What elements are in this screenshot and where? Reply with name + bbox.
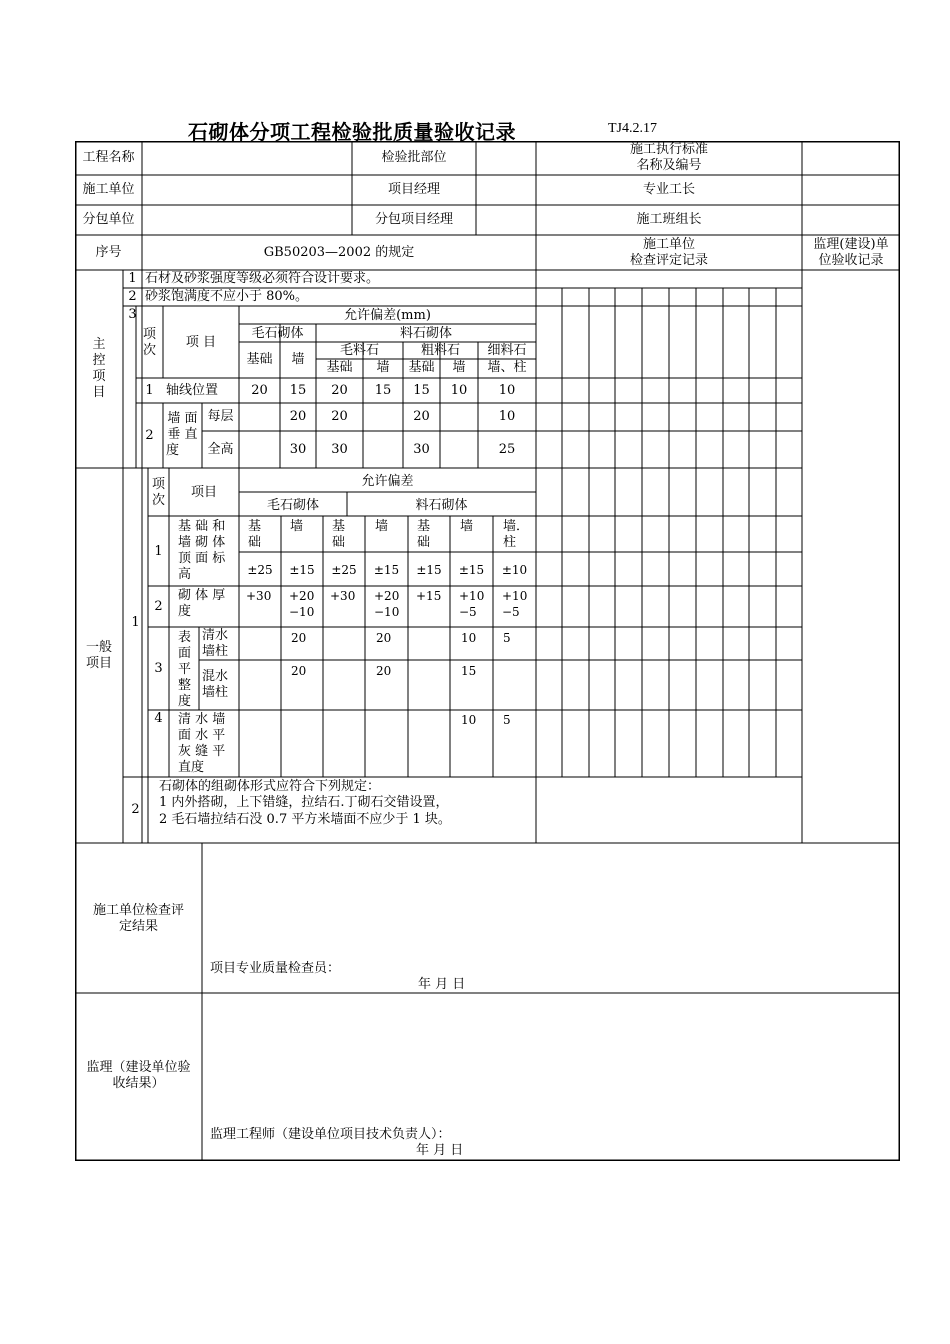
engineer-signature: 监理工程师（建设单位项目技术负责人）：: [210, 1127, 451, 1142]
joint-row-number: 4: [154, 711, 163, 726]
main-label-3: 项: [92, 369, 106, 384]
general-label-1: 一般: [85, 640, 112, 655]
thickness-row-name-2: 度: [178, 604, 192, 619]
supervisor-label-line2: 位验收记录: [818, 253, 884, 268]
flatness-row-number: 3: [154, 661, 163, 676]
full-height-value: 25: [498, 442, 516, 457]
main-item2-number: 2: [128, 289, 137, 304]
main-col-seq-2: 次: [142, 343, 156, 358]
thickness-value-b: −5: [502, 605, 520, 619]
clear-wall-label-2: 墙柱: [202, 644, 229, 659]
mixed-wall-value: 20: [376, 664, 392, 678]
flatness-row-name-2: 面: [178, 646, 192, 661]
contractor-label: 施工单位: [82, 182, 135, 197]
axis-value: 10: [498, 383, 516, 398]
thickness-value: +20: [289, 589, 315, 603]
mixed-wall-label-1: 混水: [202, 669, 229, 684]
elevation-row-name-4: 高: [178, 567, 192, 582]
main-rubble-heading: 毛石砌体: [251, 326, 304, 341]
main-fine-heading: 细料石: [487, 343, 527, 358]
project-manager-label: 项目经理: [387, 182, 440, 197]
elevation-head-2: 墙: [290, 519, 304, 534]
main-item2-text: 砂浆饱满度不应小于 80%。: [145, 289, 309, 304]
main-item1-text: 石材及砂浆强度等级必须符合设计要求。: [145, 271, 380, 286]
main-ashlar-heading: 料石砌体: [399, 326, 452, 341]
main-label-2: 控: [92, 353, 106, 368]
sub-manager-label: 分包项目经理: [374, 212, 453, 227]
elevation-value: ±25: [331, 563, 357, 577]
elevation-value: ±15: [416, 563, 442, 577]
thickness-value: +30: [246, 589, 272, 603]
main-rubble-foundation: 基础: [246, 352, 273, 367]
elevation-value: ±10: [501, 563, 528, 577]
spec-label: GB50203—2002 的规定: [263, 245, 415, 260]
axis-row-name: 轴线位置: [166, 383, 219, 398]
main-coarse-wall: 墙: [452, 360, 466, 375]
elevation-value: ±15: [289, 563, 315, 577]
main-rubble-wall: 墙: [291, 352, 305, 367]
elevation-head-6: 墙: [460, 519, 474, 534]
main-col-item: 项 目: [185, 335, 217, 350]
thickness-value-b: −10: [374, 605, 400, 619]
general-allow-heading: 允许偏差: [361, 474, 414, 489]
general-item2-line1: 石砌体的组砌体形式应符合下列规定：: [159, 779, 381, 794]
foreman-label: 专业工长: [642, 182, 695, 197]
clear-wall-value: 20: [376, 631, 392, 645]
elevation-value: ±15: [458, 563, 485, 577]
axis-value: 20: [251, 383, 268, 398]
standard-label-line1: 施工执行标准: [629, 142, 708, 157]
mixed-wall-value: 15: [461, 664, 477, 678]
elevation-value: ±25: [247, 563, 273, 577]
per-floor-value: 10: [498, 409, 516, 424]
mixed-wall-value: 20: [291, 664, 307, 678]
flatness-row-name-3: 平: [178, 662, 192, 677]
supervisor-result-label-2: 收结果）: [112, 1076, 165, 1091]
elevation-head-5: 基: [417, 519, 431, 534]
per-floor-value: 20: [331, 409, 348, 424]
elevation-value: ±15: [373, 563, 400, 577]
elevation-row-name-2: 墙 砌 体: [178, 535, 226, 550]
joint-value: 10: [461, 713, 477, 727]
clear-wall-value: 10: [461, 631, 477, 645]
joint-row-name-1: 清 水 墙: [178, 712, 226, 727]
main-coarse-foundation: 基础: [408, 360, 435, 375]
elevation-head-5b: 础: [417, 535, 431, 550]
joint-row-name-2: 面 水 平: [178, 728, 226, 743]
general-col-item: 项目: [190, 485, 217, 500]
thickness-value: +15: [416, 589, 442, 603]
main-coarse-heading: 粗料石: [420, 343, 460, 358]
vertical-row-name-3: 度: [166, 443, 180, 458]
joint-row-name-3: 灰 缝 平: [178, 744, 226, 759]
elevation-head-1b: 础: [248, 535, 262, 550]
full-height-label: 全高: [207, 442, 234, 457]
main-item1-number: 1: [128, 271, 137, 286]
supervisor-label-line1: 监理(建设)单: [813, 237, 889, 252]
elevation-row-name-3: 顶 面 标: [178, 551, 226, 566]
team-leader-label: 施工班组长: [636, 212, 702, 227]
flatness-row-name-1: 表: [178, 630, 192, 645]
clear-wall-value: 20: [291, 631, 307, 645]
axis-value: 15: [413, 383, 430, 398]
flatness-row-name-5: 度: [178, 694, 192, 709]
elevation-head-3b: 础: [332, 535, 346, 550]
general-item1-number: 1: [131, 615, 140, 630]
thickness-value: +30: [330, 589, 356, 603]
contractor-eval-line1: 施工单位: [642, 237, 695, 252]
clear-wall-label-1: 清水: [202, 628, 229, 643]
main-rough-wall: 墙: [376, 360, 390, 375]
elevation-head-1: 基: [248, 519, 262, 534]
joint-value: 5: [503, 713, 511, 727]
joint-row-name-4: 直度: [178, 760, 205, 775]
supervisor-result-label-1: 监理（建设单位验: [86, 1060, 191, 1075]
page-title: 石砌体分项工程检验批质量验收记录: [188, 120, 516, 144]
main-allow-heading: 允许偏差(mm): [344, 308, 431, 323]
vertical-row-name-1: 墙 面: [167, 411, 198, 426]
elevation-row-name-1: 基 础 和: [178, 519, 226, 534]
main-item3-number: 3: [128, 307, 137, 322]
full-height-value: 30: [289, 442, 307, 457]
elevation-head-4: 墙: [375, 519, 389, 534]
elevation-head-3: 基: [332, 519, 346, 534]
axis-value: 15: [374, 383, 392, 398]
general-ashlar-heading: 料石砌体: [415, 498, 468, 513]
thickness-row-name-1: 砌 体 厚: [178, 588, 226, 603]
general-label-2: 项目: [85, 656, 112, 671]
main-rough-foundation: 基础: [326, 360, 353, 375]
inspector-signature: 项目专业质量检查员：: [210, 961, 341, 976]
standard-label-line2: 名称及编号: [636, 158, 702, 173]
thickness-value: +20: [374, 589, 400, 603]
inspection-part-label: 检验批部位: [381, 150, 447, 165]
mixed-wall-label-2: 墙柱: [202, 685, 229, 700]
eval-date: 年 月 日: [418, 977, 466, 992]
thickness-value: +10: [459, 589, 485, 603]
per-floor-value: 20: [413, 409, 430, 424]
supervisor-date: 年 月 日: [416, 1143, 464, 1158]
axis-value: 20: [331, 383, 348, 398]
eval-label-2: 定结果: [118, 919, 158, 934]
general-item2-line2: 1 内外搭砌，上下错缝，拉结石.丁砌石交错设置，: [159, 795, 449, 810]
eval-label-1: 施工单位检查评: [92, 903, 184, 918]
project-name-label: 工程名称: [82, 150, 135, 165]
seq-label: 序号: [95, 245, 122, 260]
contractor-eval-line2: 检查评定记录: [629, 253, 708, 268]
thickness-value: +10: [502, 589, 528, 603]
full-height-value: 30: [413, 442, 430, 457]
general-item2-number: 2: [131, 802, 140, 817]
general-item2-line3: 2 毛石墙拉结石没 0.7 平方米墙面不应少于 1 块。: [159, 812, 451, 827]
per-floor-label: 每层: [207, 409, 234, 424]
axis-value: 15: [289, 383, 307, 398]
subcontractor-label: 分包单位: [82, 212, 135, 227]
main-rough-heading: 毛料石: [339, 343, 379, 358]
per-floor-value: 20: [289, 409, 307, 424]
elevation-head-7: 墙．: [503, 519, 530, 534]
elevation-row-number: 1: [154, 544, 163, 559]
flatness-row-name-4: 整: [178, 678, 192, 693]
main-label-4: 目: [92, 385, 106, 400]
vertical-row-number: 2: [145, 428, 154, 443]
elevation-head-7b: 柱: [503, 535, 517, 550]
thickness-value-b: −5: [459, 605, 477, 619]
inspection-form-table: [75, 141, 900, 1161]
full-height-value: 30: [331, 442, 348, 457]
general-col-seq-1: 项: [151, 477, 165, 492]
form-code: TJ4.2.17: [608, 121, 657, 136]
main-label-1: 主: [92, 337, 106, 352]
axis-value: 10: [450, 383, 468, 398]
general-col-seq-2: 次: [151, 493, 165, 508]
main-fine-wall-col: 墙、柱: [487, 360, 527, 375]
clear-wall-value: 5: [503, 631, 511, 645]
thickness-value-b: −10: [289, 605, 315, 619]
vertical-row-name-2: 垂 直: [167, 427, 198, 442]
general-rubble-heading: 毛石砌体: [266, 498, 319, 513]
axis-row-number: 1: [145, 383, 154, 398]
thickness-row-number: 2: [154, 599, 163, 614]
main-col-seq-1: 项: [142, 327, 156, 342]
